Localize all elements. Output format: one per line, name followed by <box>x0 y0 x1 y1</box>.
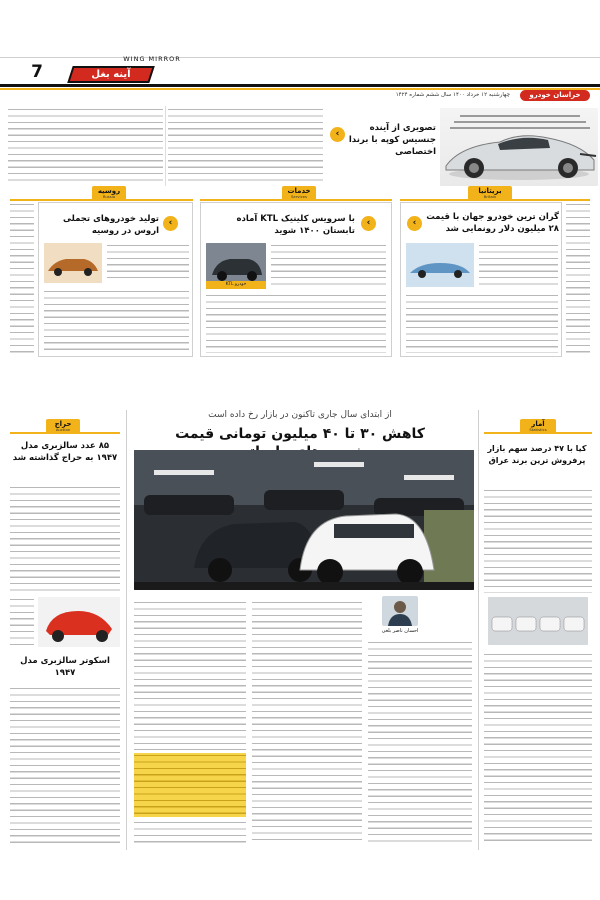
column-rule <box>165 106 166 186</box>
stats-photo <box>488 597 588 645</box>
concept-car-icon <box>440 108 598 186</box>
russia-story <box>38 202 193 357</box>
russia-tab-sub: Russia <box>102 194 116 199</box>
paper-logo: خراسان خودرو <box>520 90 590 101</box>
service-tab-sub: Services <box>290 194 307 199</box>
service-arrow-icon: ‹ <box>361 216 376 231</box>
russia-photo <box>44 243 102 283</box>
stats-body-lines-lower <box>484 652 592 842</box>
stats-tab <box>520 419 556 433</box>
service-body-lines-top <box>271 243 386 288</box>
service-tab <box>282 186 316 200</box>
britain-body-lines-top <box>479 243 558 288</box>
concept-arrow-icon: ‹ <box>330 127 345 142</box>
column-divider-left <box>126 410 127 850</box>
britain-photo <box>406 243 474 287</box>
concept-car-image <box>440 108 598 186</box>
russia-tab <box>92 186 126 200</box>
russia-headline: تولید خودروهای تجملی اروس در روسیه <box>63 214 159 236</box>
britain-headline: گران ترین خودرو جهان با قیمت ۲۸ میلیون دلار رونمایی شد <box>426 212 559 234</box>
service-headline: با سرویس کلینیک KTL آماده تابستان ۱۴۰۰ شوید <box>236 214 355 236</box>
service-body-lines <box>206 293 386 353</box>
russia-body-lines-top <box>107 243 189 283</box>
service-photo <box>206 243 266 289</box>
main-body-highlight <box>134 753 246 817</box>
stats-tab-label: آمار <box>531 420 545 428</box>
main-kicker: از ابتدای سال جاری تاکنون در بازار رخ داده است <box>208 410 392 420</box>
masthead-rule-accent <box>0 88 600 90</box>
main-body-col-mid <box>252 600 362 845</box>
britain-body-lines <box>406 293 558 353</box>
concept-headline: تصویری از آینده جنسیس کوپه با برندا اختصاصی <box>348 123 436 157</box>
parked-cars-icon <box>488 597 588 645</box>
stats-headline: کیا با ۴۷ درصد سهم بازار پرفروش ترین برند عراق <box>487 444 587 465</box>
russia-side-column <box>10 202 34 357</box>
concept-body-left-lines <box>8 107 163 185</box>
scooter-icon <box>38 597 120 647</box>
brand-latin: WING MIRROR <box>123 55 181 63</box>
luxury-car-icon <box>44 243 102 283</box>
service-photo-caption: خودرو KTL <box>206 281 266 289</box>
stats-tab-sub: Statistics <box>529 427 547 432</box>
russia-arrow-icon: ‹ <box>163 216 178 231</box>
auction-body-lines <box>10 485 120 593</box>
column-divider-right <box>478 410 479 850</box>
concept-body-mid-lines <box>168 107 323 185</box>
main-body-col-left <box>134 600 246 750</box>
masthead-top-rule <box>0 57 600 58</box>
section-title: آینه بغل <box>91 69 131 80</box>
author-photo <box>382 596 418 626</box>
concept-story <box>0 100 600 190</box>
auction-headline: ۸۵ عدد سالزبری مدل ۱۹۴۷ به حراج گذاشته شد <box>12 441 118 463</box>
page-number: 7 <box>31 62 43 82</box>
author-avatar-icon <box>382 596 418 626</box>
main-body-col-right <box>368 640 472 845</box>
auction-tab-label: حراج <box>54 420 72 428</box>
service-tab-label: خدمات <box>287 187 311 195</box>
britain-tab-label: بریتانیا <box>478 187 502 195</box>
boat-tail-car-icon <box>406 243 474 287</box>
masthead <box>0 0 600 100</box>
britain-tab-sub: Britain <box>483 194 497 199</box>
auction-photo <box>38 597 120 647</box>
masthead-rule <box>0 84 600 87</box>
author-name: احسان ناصر بلغی <box>381 628 419 634</box>
auction-tab <box>46 419 80 433</box>
main-headline: کاهش ۳۰ تا ۴۰ میلیون تومانی قیمت <box>175 426 425 442</box>
service-story <box>200 202 392 357</box>
russia-tab-label: روسیه <box>97 187 121 195</box>
auction-second-headline: اسکوتر سالزبری مدل ۱۹۴۷ <box>20 656 110 678</box>
britain-story <box>400 202 562 357</box>
dateline: چهارشنبه ۱۲ خرداد ۱۴۰۰ سال ششم شماره ۱۴۲۴ <box>395 92 510 98</box>
car-showroom-icon <box>134 450 474 590</box>
main-photo <box>134 450 474 590</box>
britain-tab <box>468 186 512 200</box>
auction-photo-side-lines <box>10 597 34 647</box>
britain-side-column <box>566 202 590 357</box>
auction-second-body-lines <box>10 686 120 846</box>
britain-arrow-icon: ‹ <box>407 216 422 231</box>
russia-body-lines <box>44 289 189 353</box>
stats-body-lines <box>484 488 592 593</box>
auction-tab-sub: Auction <box>55 427 71 432</box>
main-body-col-left-end <box>134 820 246 845</box>
